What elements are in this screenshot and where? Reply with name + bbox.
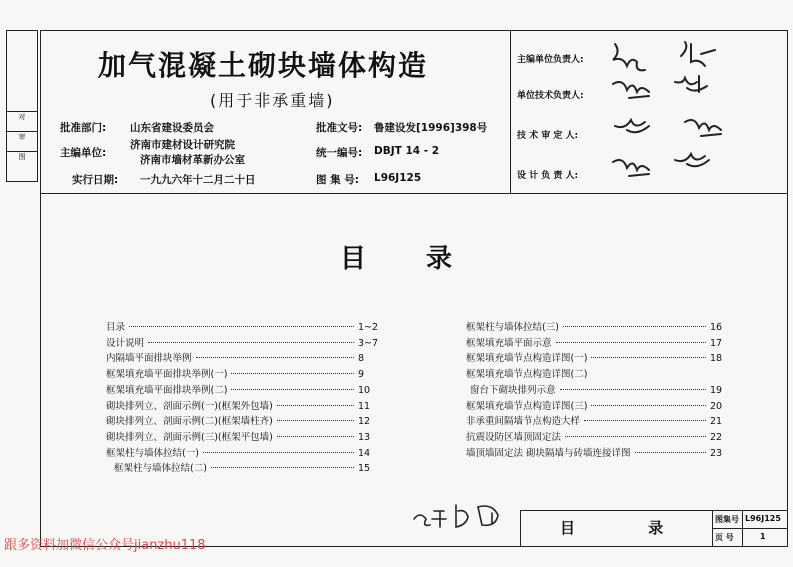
toc-item[interactable] (114, 460, 378, 474)
toc-item-page: 20 (710, 401, 723, 412)
binding-cell: 图 (7, 151, 37, 162)
watermark-text: 跟多资料加微信公众号jianzhu118 (4, 538, 206, 553)
toc-leader (196, 356, 354, 358)
toc-leader (277, 435, 354, 437)
toc-leader (635, 451, 706, 453)
responsible-label: 单位技术负责人: (517, 91, 584, 101)
toc-item-page: 12 (358, 416, 371, 427)
atlas-label: 图集号 (715, 515, 739, 524)
responsible-label: 设 计 负 责 人: (517, 171, 579, 181)
toc-item-page: 13 (358, 432, 371, 443)
page-value: 1 (760, 532, 766, 541)
toc-item-page: 15 (358, 463, 371, 474)
header-vertical-divider (510, 30, 511, 193)
effective-date-label: 实行日期: (72, 174, 119, 186)
toc-item-label: 目录 (106, 322, 126, 333)
tb-top (520, 510, 788, 511)
toc-item[interactable] (470, 382, 730, 396)
toc-item-page: 1~2 (357, 322, 378, 333)
toc-item-label: 砌块排列立、剖面示例(三)(框架平包墙) (106, 432, 273, 443)
toc-item-label: 框架填充墙节点构造详图(三) (466, 401, 588, 412)
toc-item[interactable] (466, 445, 730, 459)
header-divider (40, 193, 788, 194)
toc-leader (584, 419, 706, 421)
approval-dept-value: 山东省建设委员会 (130, 122, 214, 134)
toc-item-label: 窗台下砌块排列示意 (470, 385, 556, 396)
toc-leader (148, 341, 354, 343)
toc-item-label: 框架填充墙平面排块举例(二) (106, 385, 228, 396)
toc-item-label: 框架柱与墙体拉结(三) (466, 322, 559, 333)
toc-item-page: 23 (710, 448, 723, 459)
unified-no-label: 统一编号: (316, 147, 363, 159)
toc-leader (277, 419, 354, 421)
sheet-title: 目 录 (560, 519, 664, 537)
responsible-label: 技 术 审 定 人: (517, 131, 579, 141)
toc-leader (556, 341, 706, 343)
toc-item-page: 17 (710, 338, 723, 349)
toc-item-label: 框架柱与墙体拉结(一) (106, 448, 199, 459)
toc-leader (129, 325, 354, 327)
unified-no-value: DBJT 14 - 2 (374, 145, 440, 157)
toc-item[interactable] (106, 445, 378, 459)
toc-item[interactable] (106, 319, 378, 333)
toc-leader (211, 466, 354, 468)
toc-item[interactable] (106, 382, 378, 396)
toc-item-page: 16 (710, 322, 723, 333)
document-subtitle: (用于非承重墙) (210, 91, 335, 110)
toc-item-label: 设计说明 (106, 338, 145, 349)
document-title: 加气混凝土砌块墙体构造 (98, 49, 429, 82)
toc-leader (563, 325, 706, 327)
editor-unit-label: 主编单位: (60, 147, 107, 159)
toc-item-page: 14 (358, 448, 371, 459)
toc-item[interactable] (106, 429, 378, 443)
frame-top (40, 30, 788, 31)
toc-leader (560, 388, 706, 390)
toc-leader (203, 451, 354, 453)
toc-leader (231, 372, 354, 374)
signatures (605, 34, 775, 184)
toc-item-page: 3~7 (357, 338, 378, 349)
toc-item-label: 框架填充墙节点构造详图(一) (466, 353, 588, 364)
toc-item-label: 砌块排列立、剖面示例(一)(框架外包墙) (106, 401, 273, 412)
toc-item-label: 框架柱与墙体拉结(二) (114, 463, 207, 474)
binding-cell: 审 (7, 131, 37, 142)
binding-strip (6, 30, 38, 182)
toc-item-page: 22 (710, 432, 723, 443)
approval-dept-label: 批准部门: (60, 122, 107, 134)
tb-mid (712, 528, 788, 529)
toc-item-page: 19 (710, 385, 723, 396)
tb-left (520, 510, 521, 546)
toc-item-page: 8 (358, 353, 365, 364)
toc-item[interactable] (466, 319, 730, 333)
toc-leader (231, 388, 354, 390)
toc-item-label: 框架填充墙平面排块举例(一) (106, 369, 228, 380)
toc-item-label: 砌块排列立、剖面示例(二)(框架墙柱齐) (106, 416, 273, 427)
toc-item[interactable] (106, 350, 378, 364)
toc-item[interactable] (466, 366, 730, 380)
toc-leader (277, 404, 354, 406)
toc-item[interactable] (466, 429, 730, 443)
toc-item[interactable] (466, 350, 730, 364)
toc-item-label: 墙顶墙固定法 砌块隔墙与砖墙连接详图 (466, 448, 631, 459)
editor-unit-value-1: 济南市建材设计研究院 (130, 139, 235, 151)
frame-left (40, 30, 41, 546)
toc-item[interactable] (106, 413, 378, 427)
atlas-no-value: L96J125 (374, 172, 422, 184)
toc-item-page: 18 (710, 353, 723, 364)
toc-item[interactable] (466, 335, 730, 349)
responsible-label: 主编单位负责人: (517, 55, 584, 65)
toc-leader (565, 435, 706, 437)
approval-doc-value: 鲁建设发[1996]398号 (374, 122, 488, 134)
toc-item-label: 内隔墙平面排块举例 (106, 353, 192, 364)
toc-leader (591, 404, 706, 406)
toc-item-label: 非承重间隔墙节点构造大样 (466, 416, 581, 427)
toc-title: 目录 (340, 244, 513, 274)
page-label: 页 号 (715, 533, 734, 542)
binding-cell: 对 (7, 111, 37, 122)
toc-item-page: 10 (358, 385, 371, 396)
toc-item[interactable] (106, 398, 378, 412)
handwritten-mark (410, 495, 520, 535)
toc-item[interactable] (466, 398, 730, 412)
frame-right (787, 30, 788, 546)
approval-doc-label: 批准文号: (316, 122, 363, 134)
toc-item-page: 11 (358, 401, 371, 412)
editor-unit-value-2: 济南市墙材革新办公室 (140, 154, 245, 166)
toc-item-page: 9 (358, 369, 365, 380)
toc-item-label: 抗震设防区墙顶固定法 (466, 432, 562, 443)
toc-leader (591, 356, 706, 358)
tb-mid-v (742, 510, 743, 546)
toc-item-label: 框架填充墙节点构造详图(二) (466, 369, 588, 380)
toc-item[interactable] (466, 413, 730, 427)
toc-item-page: 21 (710, 416, 723, 427)
atlas-no-label: 图 集 号: (316, 174, 360, 186)
toc-item[interactable] (106, 366, 378, 380)
atlas-value: L96J125 (745, 514, 781, 523)
toc-item-label: 框架填充墙平面示意 (466, 338, 552, 349)
toc-item[interactable] (106, 335, 378, 349)
effective-date-value: 一九九六年十二月二十日 (140, 174, 256, 186)
